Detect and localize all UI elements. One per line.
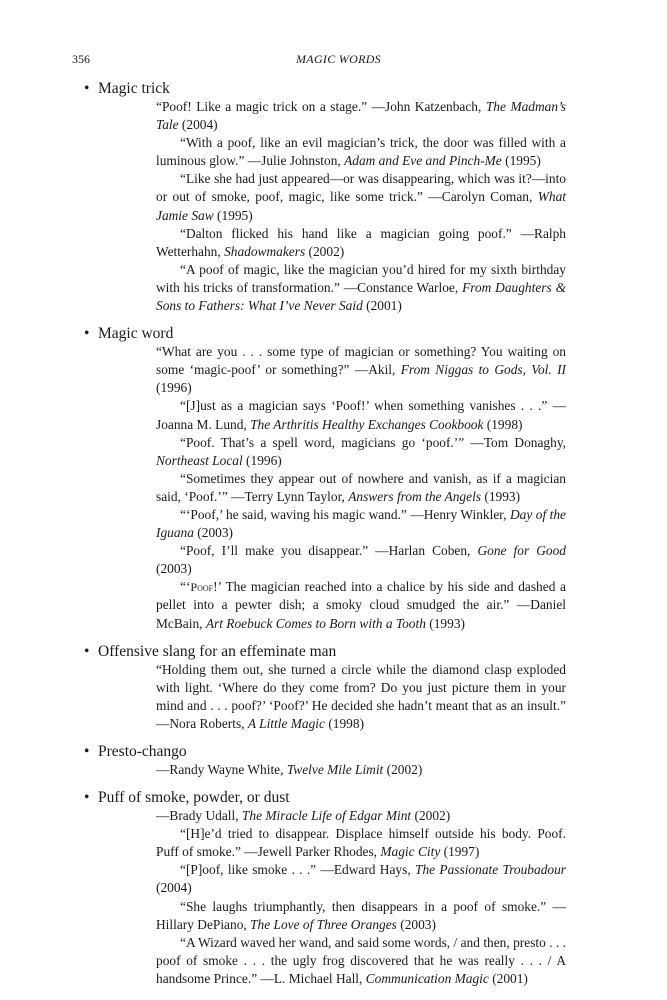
citation <box>156 578 566 632</box>
citation-smallcaps: Poof <box>190 580 214 595</box>
citation <box>156 170 566 224</box>
sense-heading <box>84 325 566 343</box>
citation-list <box>156 807 566 988</box>
sense-heading-text: Presto-chango <box>98 743 187 760</box>
citation-quote: “Sometimes they appear out of nowhere and vanish, as if a magician said, ‘Poof.’” —Terry Lynn Taylor, <box>156 470 566 504</box>
citation-quote: “‘Poof,’ he said, waving his magic wand.” —Henry Winkler, <box>180 506 510 522</box>
citation-quote: “[H]e’d tried to disappear. Displace himself outside his body. Poof. Puff of smoke.” —Jewell Parker Rhodes, <box>156 826 566 860</box>
citation-year: (1998) <box>324 715 365 731</box>
sense-heading <box>84 643 566 661</box>
citation-source-title: Shadowmakers <box>224 243 306 259</box>
citation-source-title: Answers from the Angels <box>348 488 482 504</box>
citation-quote: “She laughs triumphantly, then disappears in a poof of smoke.” —Hillary DePiano, <box>156 898 566 932</box>
citation <box>156 661 566 733</box>
citation-source-title: The Madman’s Tale <box>156 99 566 133</box>
citation-list <box>156 761 566 779</box>
citation-year: (2001) <box>488 970 528 986</box>
citation-source-title: Gone for Good <box>477 543 566 559</box>
citation-source-title: The Love of Three Oranges <box>250 916 397 932</box>
citation <box>156 761 566 779</box>
citation-source-title: Communication Magic <box>365 970 489 986</box>
sense-heading-text: Offensive slang for an effeminate man <box>98 642 337 660</box>
citation-list <box>156 98 566 315</box>
citation-quote: “[J]ust as a magician says ‘Poof!’ when something vanishes . . .” —Joanna M. Lund, <box>156 398 566 432</box>
citation-quote: “Holding them out, she turned a circle while the diamond clasp exploded with light. ‘Where do they come from? Do you just picture them in your mind and . . . poof?’ ‘Poof?’ He decided she hadn’t meant that as an insult.” —Nora Roberts, <box>156 661 566 731</box>
citation-source-title: From Niggas to Gods, Vol. II <box>400 362 566 378</box>
citation-source-title: Twelve Mile Limit <box>286 762 384 777</box>
citation-year: (2003) <box>193 525 233 541</box>
page-header <box>72 52 605 68</box>
citation <box>156 225 566 261</box>
citation-source-title: From Daughters & Sons to Fathers: What I’ve Never Said <box>156 279 566 314</box>
citation-year: (2002) <box>411 808 451 824</box>
citation <box>156 825 566 861</box>
dictionary-content <box>84 80 566 998</box>
citation-quote: “A Wizard waved her wand, and said some words, / and then, presto . . . poof of smoke . . . the ugly frog discovered that he was really . . . / A handsome Prince.” —L. Michael Hall, <box>156 934 566 986</box>
citation-year: (2002) <box>383 762 423 777</box>
citation-quote: “Poof, I’ll make you disappear.” —Harlan Coben, <box>180 543 478 559</box>
citation-quote: “What are you . . . some type of magician or something? You waiting on some ‘magic-poof’ or something?” —Akil, <box>156 344 566 378</box>
sense-section <box>84 743 566 779</box>
bullet-icon: • <box>84 743 90 760</box>
citation-year: (1993) <box>481 488 521 504</box>
citation-source-title: Day of the Iguana <box>156 506 566 541</box>
bullet-icon: • <box>84 80 90 97</box>
sense-section <box>84 789 566 988</box>
citation <box>156 98 566 134</box>
citation <box>156 807 566 825</box>
citation-year: (1998) <box>483 416 523 432</box>
page-number: 356 <box>72 52 90 66</box>
citation <box>156 861 566 897</box>
citation-year: (1993) <box>425 615 465 631</box>
bullet-icon: • <box>84 642 90 660</box>
citation-quote: “Like she had just appeared—or was disappearing, which was it?—into or out of smoke, poof, magic, like some trick.” —Carolyn Coman, <box>156 171 566 205</box>
bullet-icon: • <box>84 789 90 807</box>
citation-source-title: The Miracle Life of Edgar Mint <box>241 808 412 824</box>
citation-source-title: Magic City <box>380 844 441 860</box>
citation-year: (2002) <box>305 243 345 259</box>
citation-year: (1995) <box>501 153 541 169</box>
sense-section <box>84 80 566 315</box>
citation-list <box>156 661 566 733</box>
citation-year: (2001) <box>362 298 402 314</box>
citation-year: (1995) <box>213 207 253 223</box>
sense-heading-text: Puff of smoke, powder, or dust <box>98 789 290 807</box>
citation <box>156 434 566 470</box>
citation-quote: “Poof. That’s a spell word, magicians go ‘poof.’” —Tom Donaghy, <box>180 434 566 450</box>
citation-year: (2004) <box>178 117 218 133</box>
citation-source-title: Adam and Eve and Pinch-Me <box>344 153 502 169</box>
citation-quote-cont: !’ The magician reached into a chalice by his side and dashed a pellet into a pewter dish; a smoky cloud smudged the air.” —Daniel McBain, <box>156 579 566 631</box>
citation-quote: “‘ <box>180 579 191 595</box>
bullet-icon: • <box>84 325 90 343</box>
citation-year: (2003) <box>156 561 192 577</box>
citation-source-title: Northeast Local <box>156 452 243 468</box>
citation <box>156 261 566 315</box>
citation <box>156 898 566 934</box>
sense-heading <box>84 743 566 761</box>
citation-source-title: The Passionate Troubadour <box>415 862 566 878</box>
citation-quote: “A poof of magic, like the magician you’d hired for my sixth birthday with his tricks of transformation.” —Constance Warloe, <box>156 261 566 295</box>
citation-quote: —Brady Udall, <box>156 808 242 824</box>
sense-heading-text: Magic trick <box>98 80 170 97</box>
citation-year: (1996) <box>156 380 192 396</box>
citation <box>156 542 566 578</box>
citation-list <box>156 343 566 633</box>
citation <box>156 470 566 506</box>
citation-source-title: What Jamie Saw <box>156 189 566 223</box>
running-head: MAGIC WORDS <box>296 52 381 66</box>
citation <box>156 134 566 170</box>
citation-quote: “Poof! Like a magic trick on a stage.” —John Katzenbach, <box>156 99 486 114</box>
sense-section <box>84 325 566 633</box>
citation-source-title: The Arthritis Healthy Exchanges Cookbook <box>250 416 484 432</box>
citation-year: (2003) <box>396 916 436 932</box>
sense-heading <box>84 80 566 98</box>
sense-heading-text: Magic word <box>98 325 174 343</box>
citation <box>156 934 566 988</box>
citation-source-title: Art Roebuck Comes to Born with a Tooth <box>205 615 426 631</box>
citation <box>156 506 566 542</box>
citation <box>156 343 566 397</box>
citation-year: (2004) <box>156 880 192 896</box>
sense-heading <box>84 789 566 807</box>
citation <box>156 397 566 433</box>
citation-quote: “[P]oof, like smoke . . .” —Edward Hays, <box>180 862 415 878</box>
citation-source-title: A Little Magic <box>247 715 325 731</box>
sense-section <box>84 642 566 733</box>
citation-year: (1997) <box>440 844 480 860</box>
citation-year: (1996) <box>242 452 282 468</box>
citation-quote: —Randy Wayne White, <box>156 762 287 777</box>
citation-quote: “Dalton flicked his hand like a magician going poof.” —Ralph Wetterhahn, <box>156 225 566 259</box>
citation-quote: “With a poof, like an evil magician’s trick, the door was filled with a luminous glow.” —Julie Johnston, <box>156 135 566 169</box>
